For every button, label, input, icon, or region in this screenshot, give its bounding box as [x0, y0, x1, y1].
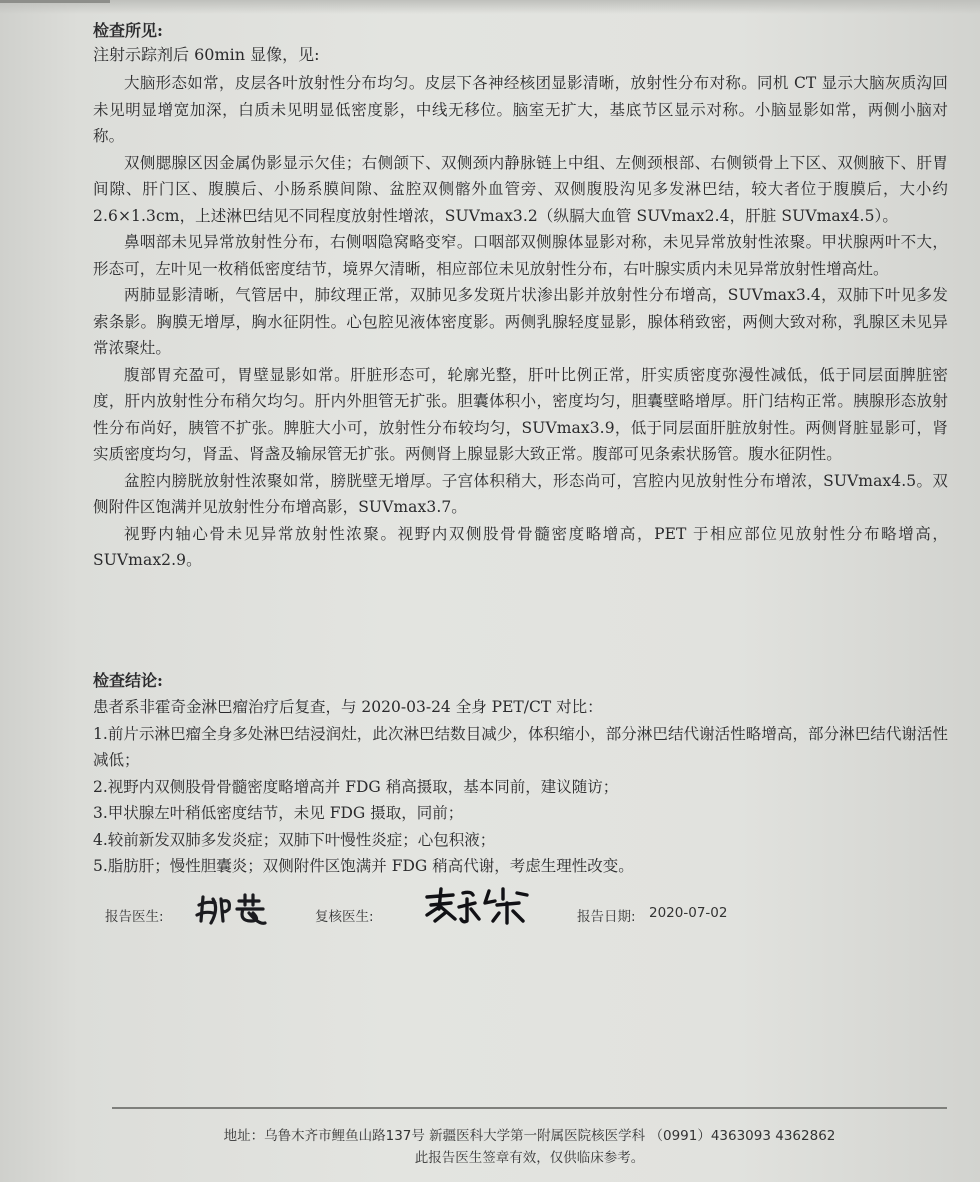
- footer-address: 地址：乌鲁木齐市鲤鱼山路137号 新疆医科大学第一附属医院核医学科 （0991）4363093 4362862: [223, 1128, 836, 1144]
- conclusion-item-2: 2.视野内双侧股骨骨髓密度略增高并 FDG 稍高摄取，基本同前，建议随访；: [93, 777, 619, 796]
- conclusion-item-1: 1.前片示淋巴瘤全身多处淋巴结浸润灶，此次淋巴结数目减少，体积缩小，部分淋巴结代谢活性略增高，部分淋巴结代谢活性减低；: [93, 724, 948, 769]
- conclusion-item-3: 3.甲状腺左叶稍低密度结节，未见 FDG 摄取，同前；: [93, 804, 464, 822]
- footer-divider: [112, 1107, 947, 1109]
- findings-paragraph-pelvis: 盆腔内膀胱放射性浓聚如常，膀胱壁无增厚。子宫体积稍大，形态尚可，宫腔内见放射性分布增浓，SUVmax4.5。双侧附件区饱满并见放射性分布增高影，SUVmax3.7。: [93, 471, 948, 516]
- findings-paragraph-lymph: 双侧腮腺区因金属伪影显示欠佳；右侧颌下、双侧颈内静脉链上中组、左侧颈根部、右侧锁骨上下区、双侧腋下、肝胃间隙、肝门区、腹膜后、小肠系膜间隙、盆腔双侧髂外血管旁、双侧腹股沟见多发淋巴结，较大者位于腹膜后，大小约 2.6×1.3cm，上述淋巴结见不同程度放射性增浓，SUVmax3.2（纵膈大血管 SUVmax2.4，肝脏 SUVmax4.5）。: [93, 153, 948, 225]
- conclusion-item-5: 5.脂肪肝；慢性胆囊炎；双侧附件区饱满并 FDG 稍高代谢，考虑生理性改变。: [93, 857, 634, 875]
- findings-paragraph-brain: 大脑形态如常，皮层各叶放射性分布均匀。皮层下各神经核团显影清晰，放射性分布对称。同机 CT 显示大脑灰质沟回未见明显增宽加深，白质未见明显低密度影，中线无移位。脑室无扩大，基底节区显示对称。小脑显影如常，两侧小脑对称。: [93, 74, 948, 145]
- findings-intro: 注射示踪剂后 60min 显像，见:: [93, 45, 320, 64]
- page-top-edge: [0, 0, 110, 3]
- conclusion-item-4: 4.较前新发双肺多发炎症；双肺下叶慢性炎症；心包积液；: [93, 830, 496, 849]
- report-date: 2020-07-02: [649, 905, 728, 921]
- conclusion-heading: 检查结论:: [93, 671, 163, 690]
- findings-paragraph-bone: 视野内轴心骨未见异常放射性浓聚。视野内双侧股骨骨髓密度略增高，PET 于相应部位见放射性分布略增高，SUVmax2.9。: [93, 524, 948, 569]
- findings-section: [93, 44, 948, 574]
- review-doctor-label: 复核医生:: [315, 909, 374, 925]
- findings-heading: 检查所见:: [93, 21, 163, 40]
- findings-paragraph-chest: 两肺显影清晰，气管居中，肺纹理正常，双肺见多发斑片状渗出影并放射性分布增高，SUVmax3.4，双肺下叶见多发索条影。胸膜无增厚，胸水征阴性。心包腔见液体密度影。两侧乳腺轻度显影，腺体稍致密，两侧大致对称，乳腺区未见异常浓聚灶。: [93, 286, 948, 357]
- conclusion-section: [93, 670, 948, 880]
- conclusion-summary: 患者系非霍奇金淋巴瘤治疗后复查，与 2020-03-24 全身 PET/CT 对比：: [93, 698, 603, 716]
- signature-row: [105, 893, 885, 933]
- report-date-label: 报告日期:: [577, 909, 636, 925]
- report-doctor-label: 报告医生:: [105, 909, 164, 925]
- review-doctor-signature: [423, 885, 533, 927]
- report-doctor-signature: [193, 891, 273, 929]
- findings-paragraph-abdomen: 腹部胃充盈可，胃壁显影如常。肝脏形态可，轮廓光整，肝叶比例正常，肝实质密度弥漫性减低，低于同层面脾脏密度，肝内放射性分布稍欠均匀。肝内外胆管无扩张。胆囊体积小，密度均匀，胆囊壁略增厚。肝门结构正常。胰腺形态放射性分布尚好，胰管不扩张。脾脏大小可，放射性分布较均匀，SUVmax3.9，低于同层面肝脏放射性。两侧肾脏显影可，肾实质密度均匀，肾盂、肾盏及输尿管无扩张。两侧肾上腺显影大致正常。腹部可见条索状肠管。腹水征阴性。: [93, 365, 948, 463]
- page-fold-shadow: [0, 0, 980, 14]
- findings-paragraph-head-neck: 鼻咽部未见异常放射性分布，右侧咽隐窝略变窄。口咽部双侧腺体显影对称，未见异常放射性浓聚。甲状腺两叶不大，形态可，左叶见一枚稍低密度结节，境界欠清晰，相应部位未见放射性分布，右叶腺实质内未见异常放射性增高灶。: [93, 233, 948, 278]
- footer-note: 此报告医生签章有效，仅供临床参考。: [414, 1150, 645, 1166]
